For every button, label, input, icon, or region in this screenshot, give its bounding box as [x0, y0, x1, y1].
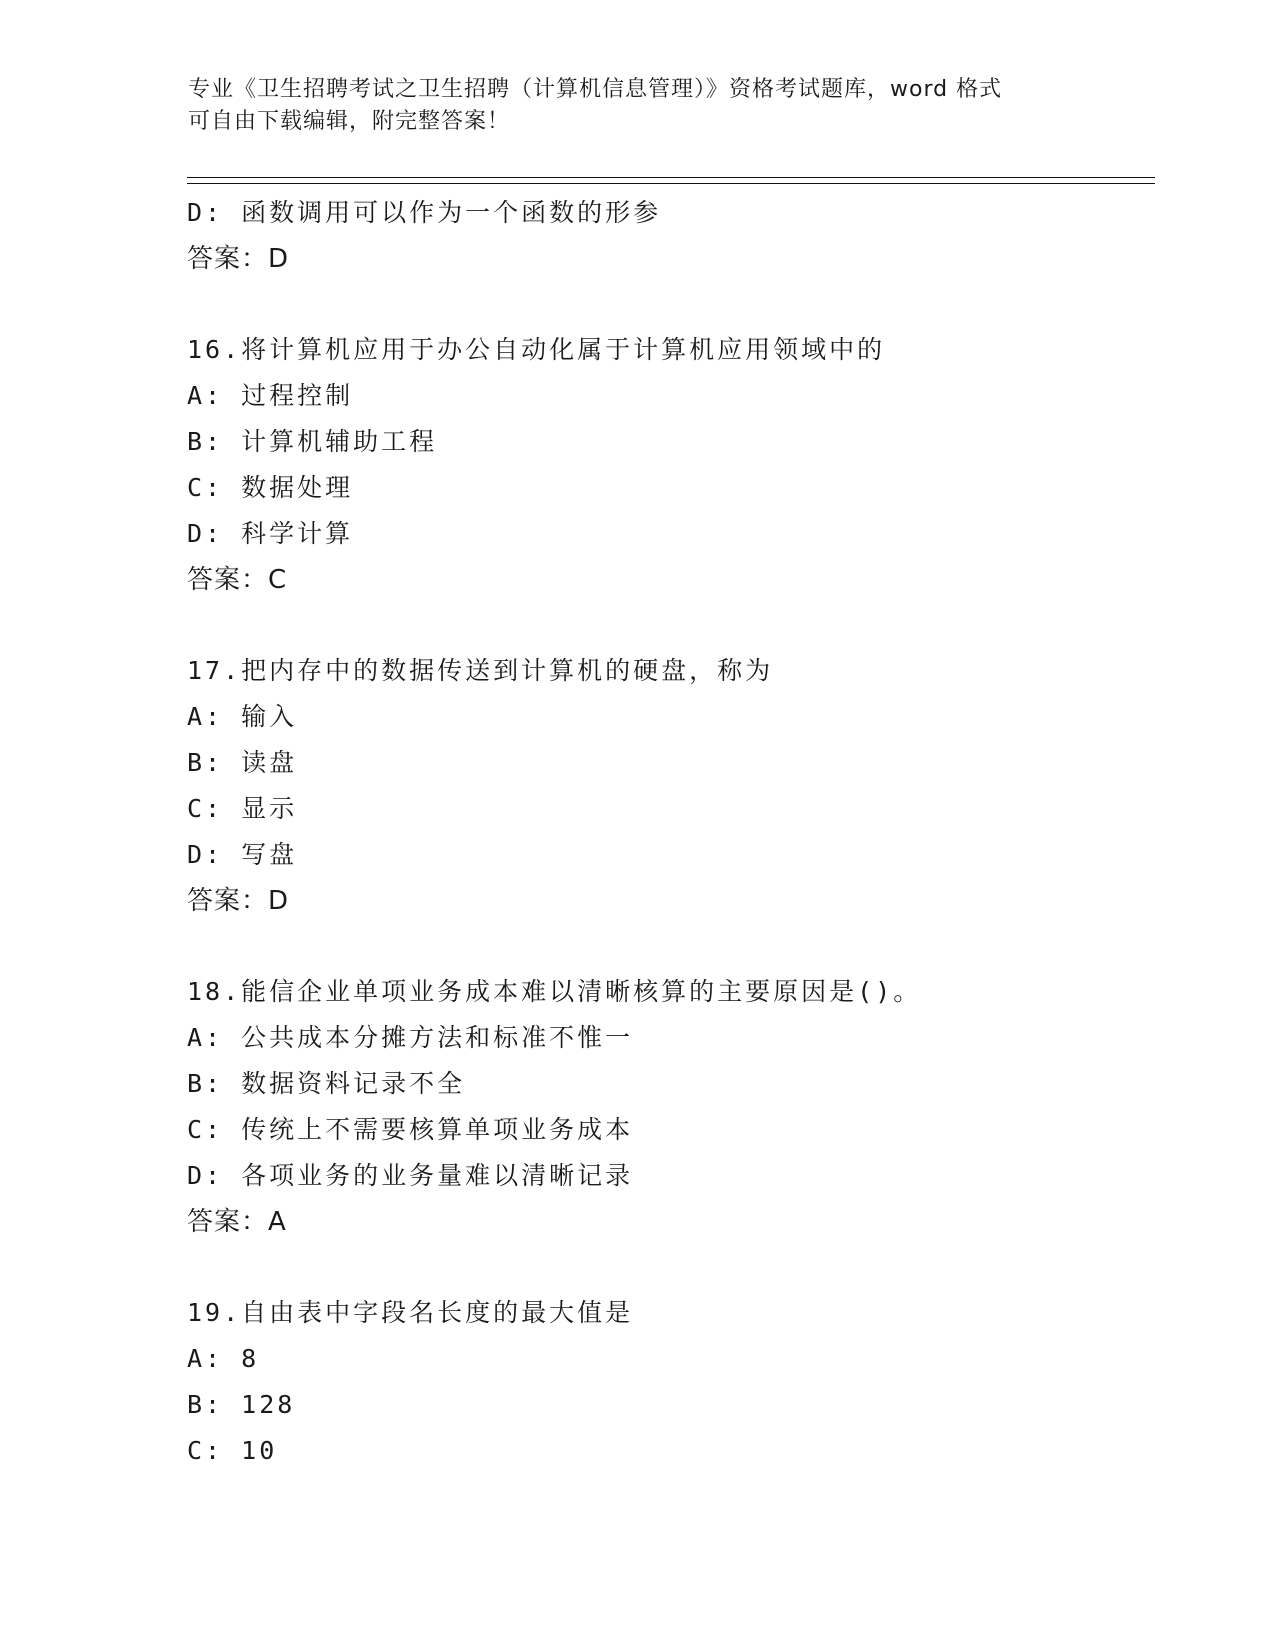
question-list: [187, 190, 1147, 1474]
header-line-2: 可自由下载编辑，附完整答案！: [188, 109, 511, 134]
header-divider-top: [187, 177, 1155, 178]
option-b: B: 128: [187, 1390, 296, 1419]
option-c: C: 10: [187, 1436, 278, 1465]
option-c: C: 传统上不需要核算单项业务成本: [187, 1115, 634, 1144]
question-stem: 16.将计算机应用于办公自动化属于计算机应用领域中的: [187, 335, 886, 364]
option-b: B: 数据资料记录不全: [187, 1069, 466, 1098]
option-b: B: 读盘: [187, 748, 298, 777]
answer: 答案：A: [187, 1207, 287, 1237]
option-c: C: 数据处理: [187, 473, 354, 502]
option-d: D: 各项业务的业务量难以清晰记录: [187, 1161, 634, 1190]
question-17: [187, 648, 1147, 924]
option-a: A: 输入: [187, 702, 298, 731]
document-header: [188, 74, 1088, 138]
option-d: D: 写盘: [187, 840, 298, 869]
option-a: A: 8: [187, 1344, 260, 1373]
question-stem: 19.自由表中字段名长度的最大值是: [187, 1298, 634, 1327]
option-d: D: 函数调用可以作为一个函数的形参: [187, 198, 662, 227]
question-19: [187, 1290, 1147, 1474]
question-stem: 18.能信企业单项业务成本难以清晰核算的主要原因是()。: [187, 977, 922, 1006]
header-divider-bottom: [187, 183, 1155, 184]
answer: 答案：D: [187, 886, 290, 916]
option-c: C: 显示: [187, 794, 298, 823]
header-line-1: 专业《卫生招聘考试之卫生招聘（计算机信息管理）》资格考试题库，word 格式: [188, 77, 1003, 102]
answer: 答案：C: [187, 565, 288, 595]
question-18: [187, 969, 1147, 1245]
question-16: [187, 327, 1147, 603]
option-b: B: 计算机辅助工程: [187, 427, 438, 456]
answer: 答案：D: [187, 244, 290, 274]
option-a: A: 过程控制: [187, 381, 354, 410]
option-d: D: 科学计算: [187, 519, 354, 548]
question-stem: 17.把内存中的数据传送到计算机的硬盘，称为: [187, 656, 774, 685]
option-a: A: 公共成本分摊方法和标准不惟一: [187, 1023, 634, 1052]
